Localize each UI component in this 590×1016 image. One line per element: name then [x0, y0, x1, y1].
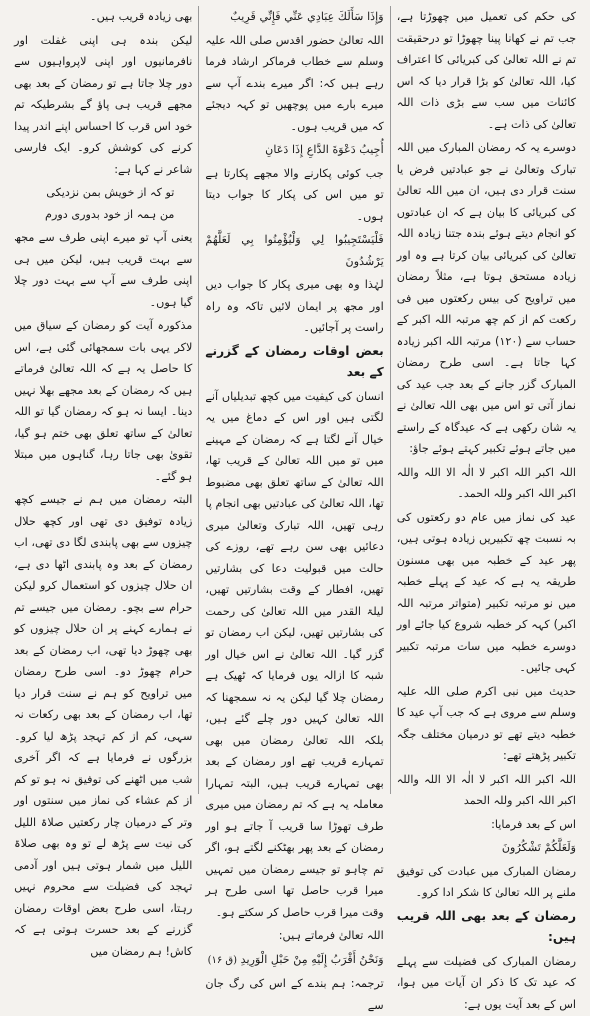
paragraph: لیکن بندہ ہی اپنی غفلت اور نافرمانیوں اور اپنی لاپرواہیوں سے دور چلا جاتا ہے تو رمضان کے بعد بھی مجھے قریب ہی پاؤ گے بشرطیکہ تم خود اس قرب کا احساس اپنے اندر پیدا کرنے کی کوشش کرو۔ ایک فارسی شاعر نے کہا ہے:	[14, 33, 193, 176]
column-right	[391, 6, 582, 1011]
paragraph: رمضان المبارک میں عبادت کی توفیق ملنے پر اللہ تعالیٰ کا شکر ادا کرو۔	[396, 864, 576, 899]
paragraph: البتہ رمضان میں ہم نے جیسے کچھ زیادہ توفیق دی تھی اور کچھ حلال چیزوں سے بھی پابندی لگا دی تھی، اب رمضان کے بعد وہ پابندی اٹھا دی ہے، ان حلال چیزوں کو استعمال کرو لیکن حرام سے بچو۔ رمضان میں جیسے تم نے ہمارے کہنے پر ان حلال چیزوں کو بھی چھوڑ دیا تھی، اب رمضان کے بعد حرام چھوڑ دو۔ اسی طرح رمضان میں تراویح کو ہم نے سنت قرار دیا تھا، اب رمضان کے بعد بھی رکعات نہ سہی، کم از کم تہجد پڑھ لیا کرو۔ بزرگوں نے فرمایا ہے کہ اگر آخری شب میں اٹھنے کی توفیق نہ ہو تو کم از کم عشاء کی نماز میں سنتوں اور وتر کے درمیان چار رکعتیں صلاۃ اللیل کی نیت سے پڑھ لے تو وہ بھی صلاۃ اللیل میں شمار ہوتی ہیں اور آدمی تہجد کی فضیلت سے محروم نہیں رہتا، اسی طرح بعض اوقات رمضان گزرنے کے بعد حسرت ہوتی ہے کہ کاش! ہم رمضان میں	[14, 493, 193, 958]
paragraph: اللہ تعالیٰ فرماتے ہیں:	[278, 929, 384, 942]
paragraph: اس کے بعد فرمایا:	[491, 817, 576, 831]
verse-reference: (ق ۱۶)	[207, 954, 238, 966]
paragraph: دوسرے یہ کہ رمضان المبارک میں اللہ تبارک وتعالیٰ نے جو عبادتیں فرض یا سنت قرار دی ہیں، ان میں اللہ تعالیٰ کی کبریائی کا بیان ہے کہ ان عبادتوں کو انجام دیتے ہوئے بندہ جتنا زیادہ اللہ تعالیٰ کی کبریائی بیان کرتا ہے وہ اور زیادہ مستحق ہوتا ہے، مثلاً رمضان میں تراویح کی بیس رکعتوں میں فی رکعت کم از کم چھ مرتبہ اللہ اکبر کے حساب سے (۱۲۰) مرتبہ اللہ اکبر زیادہ کہا جاتا ہے۔ اسی طرح رمضان المبارک گزر جانے کے بعد جب عید کی نماز آتی تو اس میں بھی اللہ تعالیٰ نے یہ شان رکھی ہے کہ عیدگاہ کے راستے میں جاتے ہوئے تکبیر کہتے ہوئے جاؤ:	[396, 141, 576, 455]
paragraph: انسان کی کیفیت میں کچھ تبدیلیاں آنے لگتی ہیں اور اس کے دماغ میں یہ خیال آنے لگتا ہے کہ رمضان کے مہینے میں تو میں اللہ تعالیٰ کے قریب تھا، اللہ تعالیٰ کے ساتھ تعلق بھی مضبوط تھا، اللہ تعالیٰ کی عبادتیں بھی انجام پا رہی تھیں، اللہ تبارک وتعالیٰ میری دعائیں بھی سن رہے تھے، روزے کی حالت میں قبولیت دعا کی بشارتیں تھیں، افطار کے وقت بشارتیں تھیں، لیلۃ القدر میں اللہ تعالیٰ کی رحمت کی بشارتیں تھیں، لیکن اب رمضان تو گزر گیا۔ اللہ تعالیٰ نے اس خیال اور شبہ کا ازالہ یوں فرمایا کہ ٹھیک ہے رمضان چلا گیا لیکن یہ نہ سمجھنا کہ اللہ تعالیٰ کہیں دور چلے گئے ہیں، بلکہ اللہ تعالیٰ رمضان میں بھی تمہارے قریب تھے اور رمضان کے بعد بھی تمہارے قریب ہیں، البتہ تمہارا معاملہ یہ ہے کہ تم رمضان میں میری طرف تھوڑا سا قریب آ جاتے ہو اور رمضان کے بعد پھر بھٹکنے لگتے ہو، اگر تم چاہو تو جیسے رمضان میں تمہیں میرا قرب حاصل تھا اسی طرح ہر وقت میرا قرب حاصل کر سکتے ہو۔	[205, 389, 384, 919]
takbir-text: اللہ اکبر اللہ اکبر لا الٰہ الا اللہ واللہ اکبر اللہ اکبر وللہ الحمد۔	[396, 465, 576, 500]
quran-verse: وَإِذَا سَأَلَكَ عِبَادِي عَنِّي فَإِنِّي قَرِيبٌ	[230, 10, 384, 23]
paragraph: یعنی آپ تو میرے اپنی طرف سے مجھ سے بہت قریب ہیں، لیکن میں ہی اپنی طرف سے آپ سے بہت دور چلا گیا ہوں۔	[14, 231, 193, 309]
paragraph: بھی زیادہ قریب ہیں۔	[90, 10, 193, 23]
section-heading: بعض اوقات رمضان کے گزرنے کے بعد	[205, 343, 384, 379]
persian-couplet	[14, 182, 192, 225]
paragraph: کی حکم کی تعمیل میں چھوڑتا ہے، جب تم نے کھانا پینا چھوڑا تو درحقیقت تم نے اللہ تعالیٰ کی کبریائی کا اعتراف کیا، اللہ تعالیٰ کو بڑا قرار دیا کہ اس کائنات میں سب سے بڑی ذات اللہ تعالیٰ کی ذات ہے۔	[396, 10, 576, 131]
paragraph: مذکورہ آیت کو رمضان کے سیاق میں لاکر یہی بات سمجھائی گئی ہے، اس کا حاصل یہ ہے کہ اللہ تعالیٰ فرماتے ہیں کہ رمضان کے بعد مجھے بھلا نہیں دینا۔ ایسا نہ ہو کہ رمضان گیا تو اللہ تعالیٰ کے ساتھ تعلق بھی ختم ہو گیا، تقویٰ بھی جاتا رہا، گناہوں میں مبتلا ہو گئے۔	[14, 319, 193, 483]
paragraph: اللہ تعالیٰ حضور اقدس صلی اللہ علیہ وسلم سے خطاب فرماکر ارشاد فرما رہے ہیں کہ: اگر میرے بندے آپ سے میرے بارے میں پوچھیں تو کہہ دیجئے کہ میں قریب ہوں۔	[205, 33, 384, 133]
paragraph: لہٰذا وہ بھی میری پکار کا جواب دیں اور مجھ پر ایمان لائیں تاکہ وہ راہ راست پر آجائیں۔	[205, 278, 384, 334]
takbir-text: اللہ اکبر اللہ اکبر لا الٰہ الا اللہ واللہ اکبر اللہ اکبر وللہ الحمد	[396, 772, 576, 807]
section-heading: رمضان کے بعد بھی اللہ قریب ہیں:	[396, 908, 576, 944]
verse-text: وَنَحْنُ أَقْرَبُ إِلَيْهِ مِنْ حَبْلِ الْوَرِيدِ	[240, 952, 384, 966]
couplet-line: تو کہ از خویش بمن نزدیکی	[46, 186, 175, 199]
column-left	[8, 6, 199, 958]
paragraph: حدیث میں نبی اکرم صلی اللہ علیہ وسلم سے مروی ہے کہ جب آپ عید کا خطبہ دیتے تھے تو درمیان مختلف جگہ تکبیر پڑھتے تھے:	[396, 684, 576, 762]
quran-verse: وَلَعَلَّكُمْ تَشْكُرُونَ	[501, 841, 576, 854]
paragraph: جب کوئی پکارنے والا مجھے پکارتا ہے تو میں اس کی پکار کا جواب دیتا ہوں۔	[205, 166, 384, 223]
paragraph: رمضان المبارک کی فضیلت سے پہلے کہ عید تک کا ذکر ان آیات میں ہوا، اس کے بعد آیت یوں ہے:	[396, 954, 576, 1011]
paragraph: ترجمہ: ہم بندے کے اس کی رگ جان سے	[205, 977, 384, 1012]
column-middle	[199, 6, 390, 1012]
quran-verse: أُجِيبُ دَعْوَةَ الدَّاعِ إِذَا دَعَانِ	[265, 143, 384, 156]
quran-verse: فَلْيَسْتَجِيبُوا لِي وَلْيُؤْمِنُوا بِي لَعَلَّهُمْ يَرْشُدُونَ	[205, 233, 384, 268]
quran-verse	[205, 949, 383, 972]
paragraph: عید کی نماز میں عام دو رکعتوں کی بہ نسبت چھ تکبیریں زیادہ ہوتی ہیں، پھر عید کے خطبہ میں بھی مسنون طریقہ یہ ہے کہ عید کے پہلے خطبہ میں نو مرتبہ تکبیر (متواتر مرتبہ اللہ اکبر) کہہ کر خطبہ شروع کیا جائے اور دوسرے خطبہ میں سات مرتبہ تکبیر کہی جائیں۔	[396, 510, 576, 674]
couplet-line: من ہمہ از خود بدوری دورم	[45, 207, 175, 221]
text-columns	[8, 6, 582, 1012]
